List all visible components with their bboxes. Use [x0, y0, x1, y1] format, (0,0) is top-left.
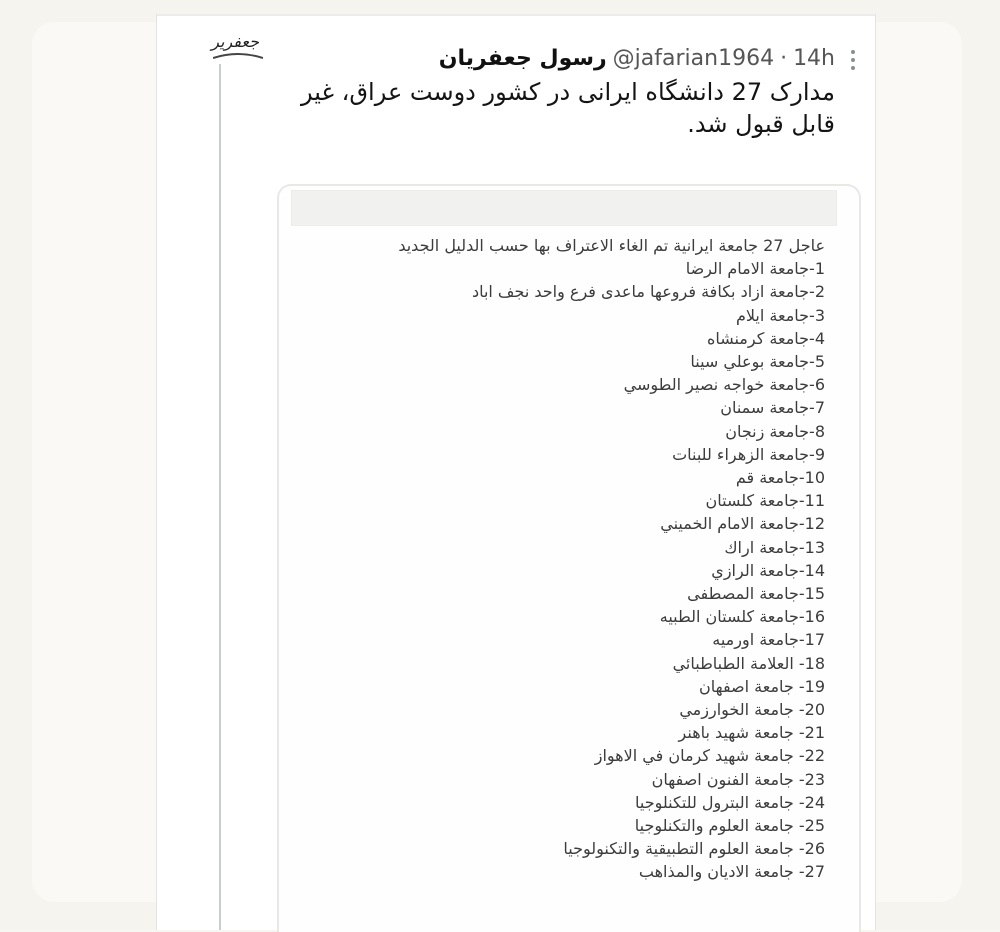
- embedded-image[interactable]: [277, 184, 861, 932]
- list-item: 18- العلامة الطباطبائي: [672, 653, 825, 673]
- list-item: 17-جامعة اورميه: [712, 630, 825, 650]
- list-item: 15-جامعة المصطفى: [687, 584, 825, 604]
- tweet-header: [439, 46, 835, 71]
- list-item: 2-جامعة ازاد بكافة فروعها ماعدى فرع واحد نجف اباد: [471, 282, 825, 302]
- list-item: 23- جامعة الفنون اصفهان: [651, 769, 825, 789]
- list-item: 14-جامعة الرازي: [711, 560, 825, 580]
- embedded-image-header: [291, 190, 837, 226]
- list-item: 8-جامعة زنجان: [725, 421, 825, 441]
- list-item: 12-جامعة الامام الخميني: [660, 514, 825, 534]
- list-item: 7-جامعة سمنان: [720, 398, 825, 418]
- list-item: 16-جامعة كلستان الطبيه: [659, 607, 825, 627]
- list-item: 24- جامعة البترول للتكنلوجيا: [635, 792, 825, 812]
- list-item: 26- جامعة العلوم التطبيقية والتكنولوجيا: [563, 839, 825, 859]
- thread-line: [219, 64, 221, 930]
- list-item: 4-جامعة كرمنشاه: [706, 328, 825, 348]
- separator-dot: ·: [780, 46, 788, 71]
- list-item: 9-جامعة الزهراء للبنات: [672, 444, 825, 464]
- list-item: 21- جامعة شهيد باهنر: [678, 723, 825, 743]
- more-vertical-icon[interactable]: [847, 50, 859, 74]
- list-item: 22- جامعة شهيد كرمان في الاهواز: [594, 746, 825, 766]
- list-item: 27- جامعة الاديان والمذاهب: [638, 862, 825, 882]
- avatar-swoosh: [213, 52, 263, 60]
- author-name[interactable]: رسول جعفریان: [438, 46, 607, 71]
- top-divider: [157, 14, 875, 16]
- list-item: 5-جامعة بوعلي سينا: [690, 352, 825, 372]
- list-item: 13-جامعة اراك: [724, 537, 825, 557]
- list-item: 19- جامعة اصفهان: [698, 676, 825, 696]
- list-item: 10-جامعة قم: [735, 468, 825, 488]
- list-heading: عاجل 27 جامعة ايرانية تم الغاء الاعتراف بها حسب الدليل الجديد: [398, 236, 825, 255]
- list-item: 3-جامعة ايلام: [735, 305, 825, 325]
- tweet-text-line: مدارک 27 دانشگاه ایرانی در کشور دوست عراق، غیر: [301, 78, 835, 106]
- list-item: 25- جامعة العلوم والتكنلوجيا: [634, 816, 825, 836]
- list-item: 1-جامعة الامام الرضا: [685, 259, 825, 279]
- avatar[interactable]: [183, 32, 267, 60]
- tweet-card[interactable]: [156, 14, 876, 930]
- avatar-signature: جعفریر: [211, 32, 259, 51]
- timestamp[interactable]: 14h: [793, 46, 835, 71]
- author-handle[interactable]: @jafarian1964: [612, 46, 775, 71]
- list-item: 20- جامعة الخوارزمي: [679, 700, 825, 720]
- tweet-text-line: قابل قبول شد.: [687, 110, 835, 138]
- list-item: 11-جامعة كلستان: [705, 491, 825, 511]
- tweet-text: [275, 76, 835, 140]
- university-list: [305, 234, 825, 884]
- list-item: 6-جامعة خواجه نصير الطوسي: [623, 375, 825, 395]
